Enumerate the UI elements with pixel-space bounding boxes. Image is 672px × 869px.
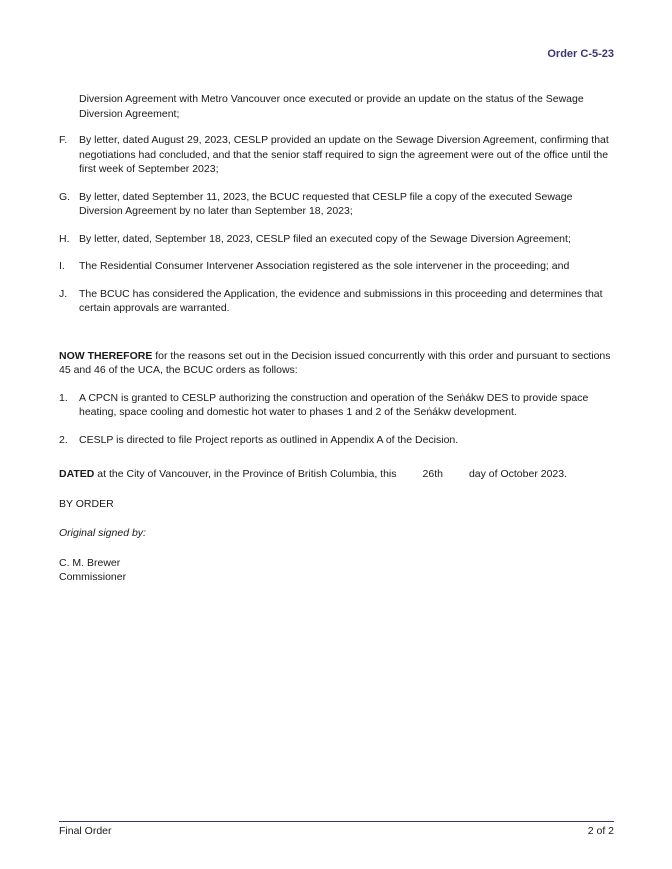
order-marker: 1. bbox=[59, 391, 68, 404]
order-item bbox=[59, 433, 619, 448]
by-order: BY ORDER bbox=[59, 497, 114, 510]
recital-marker: I. bbox=[59, 260, 65, 272]
recital-text: The BCUC has considered the Application, the evidence and submissions in this proceeding and determines that certain approvals are warranted. bbox=[79, 287, 603, 314]
signatory-title: Commissioner bbox=[59, 571, 127, 583]
recital-item bbox=[59, 259, 619, 274]
now-therefore-text: for the reasons set out in the Decision issued concurrently with this order and pursuant to sections 45 and 46 of the UCA, the BCUC orders as follows: bbox=[59, 349, 611, 376]
recital-marker: J. bbox=[59, 287, 68, 300]
recital-text: By letter, dated September 11, 2023, the BCUC requested that CESLP file a copy of the executed Sewage Diversion Agreement by no later than September 18, 2023; bbox=[79, 190, 573, 217]
recital-marker: G. bbox=[59, 190, 71, 203]
recital-text: By letter, dated August 29, 2023, CESLP provided an update on the Sewage Diversion Agreement, confirming that negotiations had concluded, and that the senior staff required to sign the agreement were out of the office until the first week of September 2023; bbox=[79, 134, 609, 175]
recital-item bbox=[59, 232, 619, 247]
recital-item bbox=[59, 190, 619, 219]
now-therefore-lead: NOW THEREFORE bbox=[59, 349, 153, 362]
dated-rest: day of October 2023. bbox=[468, 468, 568, 480]
order-item bbox=[59, 391, 619, 420]
recital-text: By letter, dated, September 18, 2023, CESLP filed an executed copy of the Sewage Diversion Agreement; bbox=[79, 232, 571, 245]
dated-lead: DATED bbox=[59, 468, 95, 480]
order-number: Order C-5-23 bbox=[547, 48, 614, 60]
order-text: A CPCN is granted to CESLP authorizing the construction and operation of the Seṅákw DES to provide space heating, space cooling and domestic hot water to phases 1 and 2 of the Seṅákw development. bbox=[79, 391, 589, 418]
dated-line bbox=[59, 467, 619, 482]
recital-item bbox=[59, 133, 619, 177]
page-number: 2 of 2 bbox=[587, 825, 614, 837]
now-therefore-paragraph bbox=[59, 349, 619, 378]
footer-label: Final Order bbox=[59, 825, 112, 837]
document-body bbox=[59, 92, 619, 585]
recital-marker: H. bbox=[59, 232, 70, 245]
recital-marker: F. bbox=[59, 134, 68, 146]
footer-divider bbox=[59, 821, 614, 822]
recital-text: The Residential Consumer Intervener Association registered as the sole intervener in the proceeding; and bbox=[79, 260, 570, 272]
continuation-paragraph: Diversion Agreement with Metro Vancouver once executed or provide an update on the status of the Sewage Diversion Agreement; bbox=[79, 93, 584, 120]
order-marker: 2. bbox=[59, 433, 68, 446]
dated-text: at the City of Vancouver, in the Province of British Columbia, this bbox=[94, 468, 397, 480]
signatory-name: C. M. Brewer bbox=[59, 556, 121, 569]
dated-day: 26th bbox=[422, 468, 443, 480]
order-text: CESLP is directed to file Project reports as outlined in Appendix A of the Decision. bbox=[79, 433, 459, 446]
signed-note: Original signed by: bbox=[59, 527, 146, 539]
recital-item bbox=[59, 287, 619, 316]
